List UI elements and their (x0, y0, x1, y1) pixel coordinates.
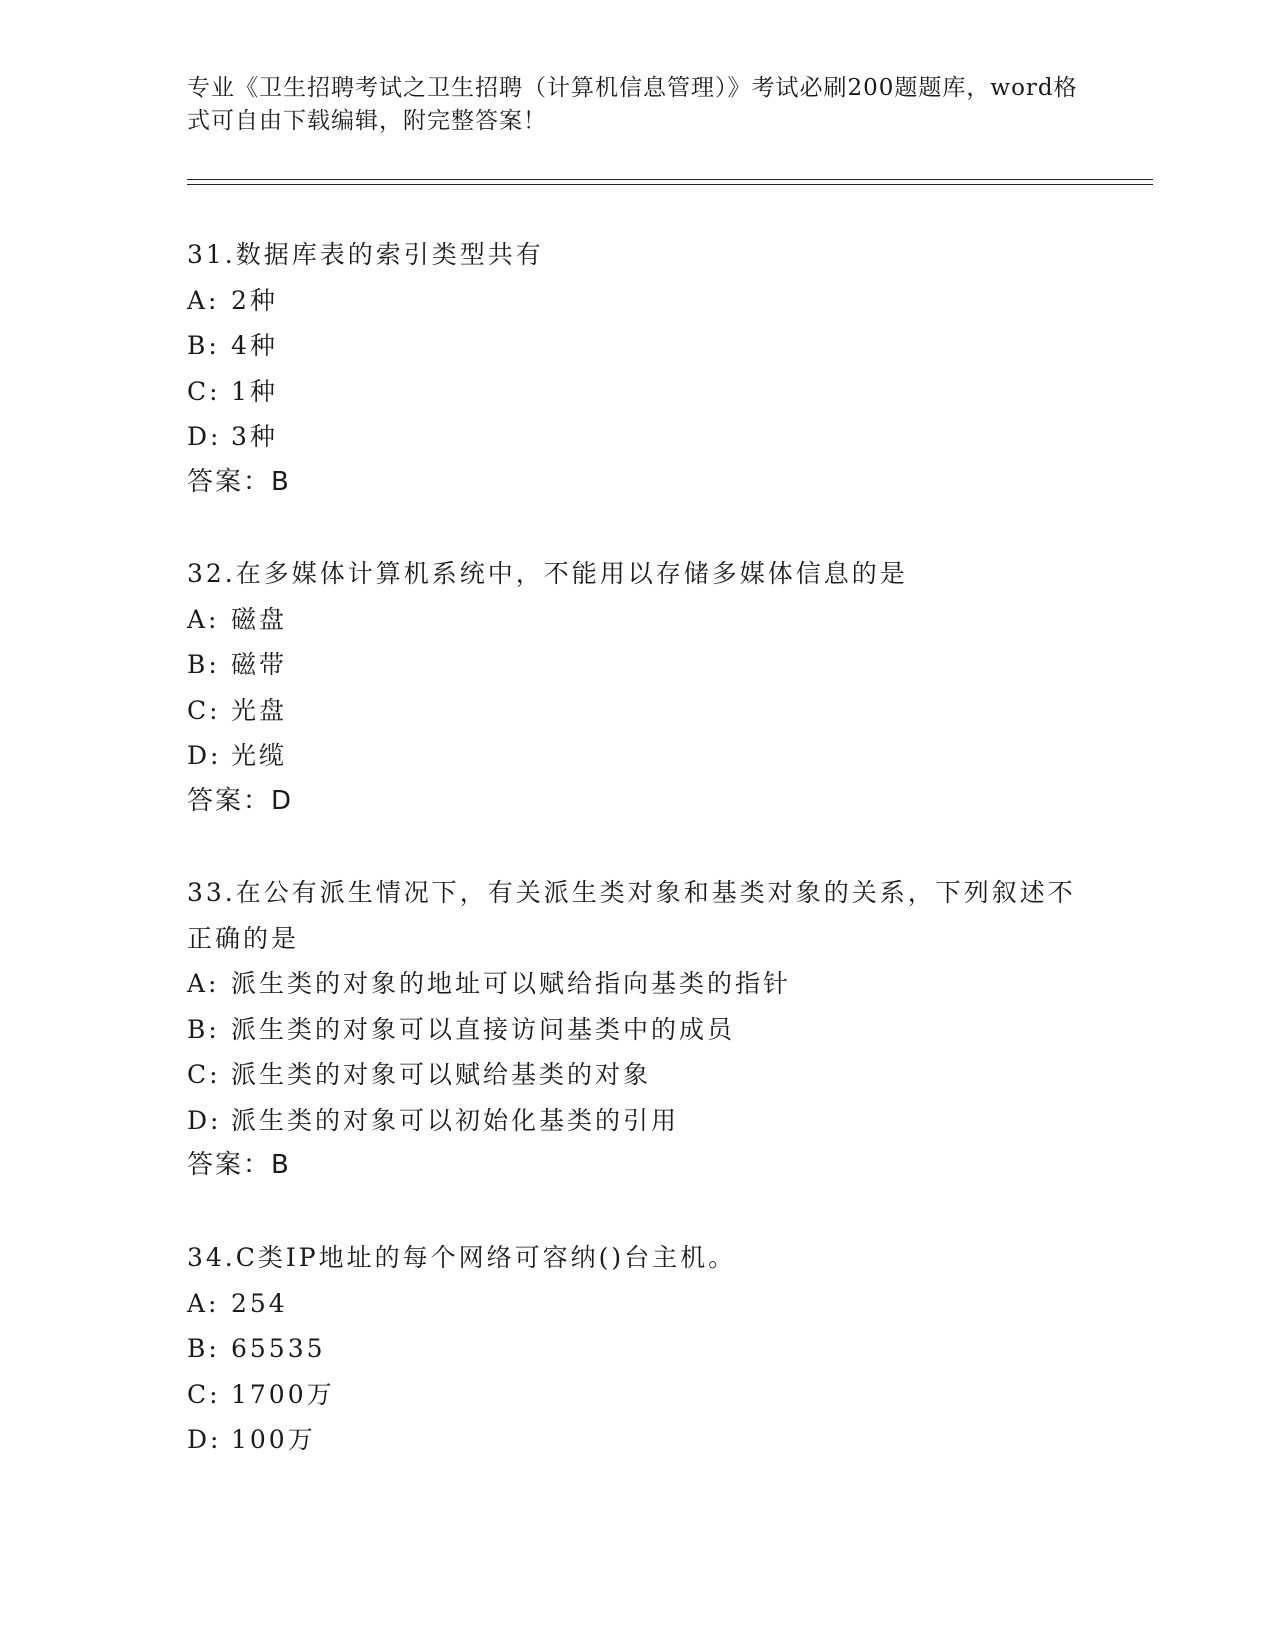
option-b (187, 323, 1087, 369)
option-label: C: (187, 1379, 221, 1409)
option-text: 光缆 (231, 741, 288, 770)
option-a (187, 597, 1087, 643)
option-label: D: (187, 741, 222, 770)
question-stem: 33.在公有派生情况下，有关派生类对象和基类对象的关系，下列叙述不正确的是 (187, 878, 1076, 953)
option-label: C: (187, 1060, 221, 1089)
option-label: B: (187, 331, 220, 360)
option-label: A: (187, 969, 220, 998)
question-33 (187, 870, 1087, 1189)
option-b (187, 1326, 1087, 1372)
option-label: A: (187, 604, 220, 634)
option-d (187, 1417, 1087, 1463)
option-label: D: (187, 422, 222, 451)
option-text: 3种 (231, 422, 278, 451)
option-text: 派生类的对象可以初始化基类的引用 (231, 1105, 680, 1135)
question-34 (187, 1235, 1087, 1463)
question-stem: 34.C类IP地址的每个网络可容纳()台主机。 (187, 1243, 737, 1272)
option-text: 磁盘 (231, 604, 288, 634)
document-header: 专业《卫生招聘考试之卫生招聘（计算机信息管理）》考试必刷200题题库，word格式可自由下载编辑，附完整答案！ (187, 75, 1078, 134)
option-label: A: (187, 1288, 220, 1318)
option-text: 派生类的对象可以赋给基类的对象 (231, 1060, 652, 1089)
option-b (187, 1007, 1087, 1053)
option-c (187, 1052, 1087, 1098)
option-a (187, 961, 1087, 1007)
option-text: 2种 (231, 285, 278, 315)
option-c (187, 1372, 1087, 1418)
question-stem: 31.数据库表的索引类型共有 (187, 240, 544, 269)
option-d (187, 733, 1087, 779)
option-text: 派生类的对象的地址可以赋给指向基类的指针 (231, 969, 792, 998)
option-text: 磁带 (231, 650, 288, 679)
answer-key: 答案：B (187, 466, 291, 497)
option-text: 派生类的对象可以直接访问基类中的成员 (231, 1014, 736, 1044)
option-d (187, 414, 1087, 460)
option-c (187, 688, 1087, 734)
option-label: C: (187, 376, 221, 406)
option-c (187, 369, 1087, 415)
answer-key: 答案：B (187, 1150, 291, 1180)
question-stem: 32.在多媒体计算机系统中，不能用以存储多媒体信息的是 (187, 559, 908, 588)
option-text: 100万 (231, 1425, 316, 1454)
option-label: B: (187, 1014, 220, 1044)
option-label: C: (187, 695, 221, 725)
option-label: B: (187, 1334, 220, 1363)
option-d (187, 1098, 1087, 1144)
question-31 (187, 232, 1087, 505)
option-text: 4种 (231, 331, 278, 360)
option-text: 1种 (231, 376, 278, 406)
option-label: A: (187, 285, 220, 315)
option-a (187, 278, 1087, 324)
option-label: D: (187, 1105, 222, 1135)
header-divider-bottom (187, 184, 1153, 185)
question-32 (187, 551, 1087, 824)
option-label: B: (187, 650, 220, 679)
answer-key: 答案：D (187, 785, 294, 816)
option-text: 65535 (231, 1334, 326, 1363)
header-divider-top (187, 179, 1153, 180)
option-b (187, 642, 1087, 688)
option-text: 254 (231, 1288, 288, 1318)
option-text: 光盘 (231, 695, 288, 725)
option-label: D: (187, 1425, 222, 1454)
option-a (187, 1281, 1087, 1327)
option-text: 1700万 (231, 1379, 335, 1409)
